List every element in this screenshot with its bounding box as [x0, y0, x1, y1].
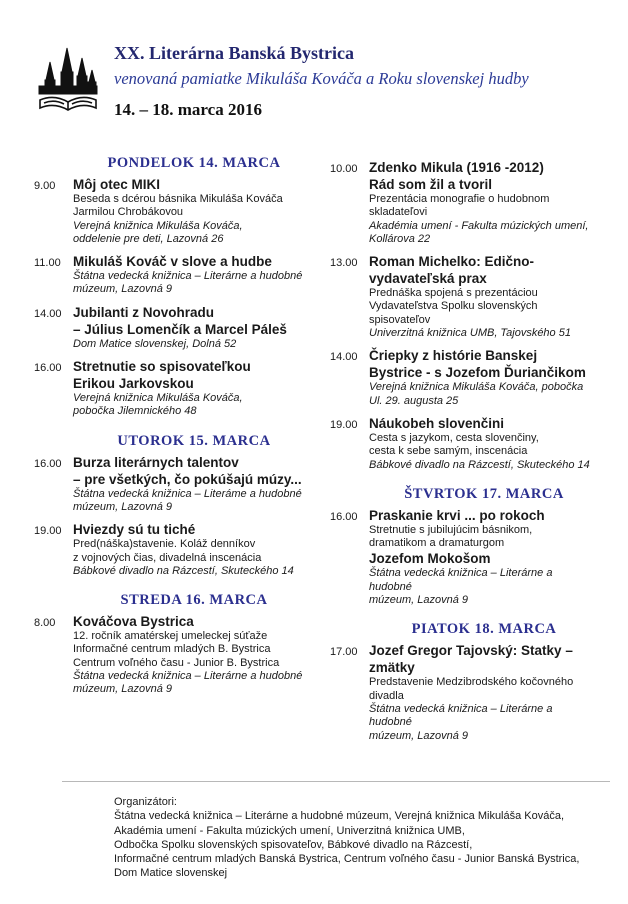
event-body: [369, 415, 598, 472]
event-item: [34, 176, 314, 246]
organizers-section: [114, 795, 614, 881]
event-time: 9.00: [34, 180, 56, 192]
event-title: Náukobeh slovenčini: [369, 415, 505, 431]
day-section: [330, 159, 598, 472]
event-time: 13.00: [330, 257, 358, 270]
event-detail: múzeum, Lazovná 9: [369, 594, 469, 607]
organizer-line: Odbočka Spolku slovenských spisovateľov, Bábkové divadlo na Rázcestí,: [114, 838, 473, 851]
event-detail: múzeum, Lazovná 9: [73, 683, 173, 696]
event-detail: 12. ročník amatérskej umeleckej súťaže: [73, 630, 268, 643]
organizer-line: Štátna vedecká knižnica – Literárne a hudobné múzeum, Verejná knižnica Mikuláša Kováča,: [114, 810, 565, 823]
event-body: [369, 642, 598, 742]
event-item: [34, 253, 314, 297]
event-time: 14.00: [330, 351, 358, 364]
event-body: [73, 613, 314, 696]
event-time: 16.00: [34, 457, 62, 470]
organizer-line: Akadémia umení - Fakulta múzických umení, Univerzitná knižnica UMB,: [114, 824, 465, 837]
festival-dates: 14. – 18. marca 2016: [114, 100, 262, 119]
event-body: [73, 521, 314, 578]
event-body: [73, 176, 314, 246]
event-body: [73, 454, 314, 515]
event-title: Stretnutie so spisovateľkou: [73, 359, 251, 375]
event-body: [369, 347, 598, 408]
page-title: XX. Literárna Banská Bystrica: [114, 43, 354, 63]
day-heading: PIATOK 18. MARCA: [411, 621, 557, 638]
event-detail: divadla: [369, 689, 404, 702]
event-body: [73, 253, 314, 297]
event-title: Praskanie krvi ... po rokoch: [369, 507, 545, 523]
event-detail: Prezentácia monografie o hudobnom: [369, 193, 550, 205]
event-detail: múzeum, Lazovná 9: [369, 729, 469, 742]
day-heading: UTOROK 15. MARCA: [117, 432, 271, 449]
event-detail: Kollárova 22: [369, 232, 431, 245]
event-detail: Centrum voľného času - Junior B. Bystrica: [73, 656, 280, 669]
event-title: Erikou Jarkovskou: [73, 376, 194, 392]
right-column: [330, 155, 598, 743]
event-title: Rád som žil a tvoril: [369, 177, 493, 192]
event-time: 16.00: [330, 510, 358, 523]
event-body: [73, 304, 314, 351]
event-title: Hviezdy sú tu tiché: [73, 522, 196, 538]
event-time: 19.00: [34, 525, 62, 538]
organizer-line: Dom Matice slovenskej: [114, 867, 228, 880]
event-detail: Štátna vedecká knižnica – Literárne a hudobné: [369, 702, 553, 729]
page-subtitle: venovaná pamiatke Mikuláša Kováča a Roku slovenskej hudby: [114, 69, 529, 88]
event-title: zmätky: [369, 660, 415, 676]
event-detail: Bábkové divadlo na Rázcestí, Skuteckého 14: [369, 458, 590, 471]
event-detail: Verejná knižnica Mikuláša Kováča, pobočka: [369, 381, 584, 394]
event-title: Môj otec MIKI: [73, 177, 160, 192]
event-title: vydavateľská prax: [369, 271, 487, 287]
event-detail: Prednáška spojená s prezentáciou: [369, 287, 538, 300]
left-column: [34, 155, 314, 697]
divider: [62, 781, 610, 782]
event-time: 10.00: [330, 163, 358, 175]
event-detail: Beseda s dcérou básnika Mikuláša Kováča: [73, 193, 283, 205]
event-time: 19.00: [330, 418, 358, 431]
event-title: Burza literárnych talentov: [73, 454, 239, 470]
event-title: Jozef Gregor Tajovský: Statky –: [369, 643, 573, 659]
event-time: 17.00: [330, 646, 358, 659]
event-detail: skladateľovi: [369, 206, 428, 219]
event-title: Čriepky z histórie Banskej: [369, 348, 538, 364]
event-item: [34, 304, 314, 351]
event-item: [330, 347, 598, 408]
event-detail: Pred(náška)stavenie. Koláž denníkov: [73, 538, 256, 551]
event-title: Jubilanti z Novohradu: [73, 304, 215, 320]
day-heading: PONDELOK 14. MARCA: [107, 155, 281, 171]
event-time: 16.00: [34, 362, 62, 375]
event-detail: Jarmilou Chrobákovou: [73, 206, 184, 219]
event-detail: múzeum, Lazovná 9: [73, 500, 173, 513]
day-section: [34, 433, 314, 578]
event-item: [34, 521, 314, 578]
event-item: [34, 613, 314, 696]
event-detail: Štátna vedecká knižnica – Literárne a hudobné: [73, 270, 303, 283]
event-body: [369, 159, 598, 246]
event-detail: Štátna vedecká knižnica – Literárne a hudobné: [73, 670, 303, 683]
event-title: – pre všetkých, čo pokúšajú múzy...: [73, 471, 302, 487]
event-item: [330, 415, 598, 472]
event-item: [34, 358, 314, 419]
event-item: [330, 642, 598, 742]
event-detail: Štátna vedecká knižnica – Literárne a hudobné: [369, 567, 553, 593]
event-item: [330, 507, 598, 607]
event-detail: Vydavateľstva Spolku slovenských spisovateľov: [369, 300, 538, 326]
event-time: 11.00: [34, 257, 61, 270]
event-title: – Július Lomenčík a Marcel Páleš: [73, 321, 287, 337]
day-heading: STREDA 16. MARCA: [120, 592, 268, 609]
event-detail: múzeum, Lazovná 9: [73, 283, 173, 296]
event-detail: z vojnových čias, divadelná inscenácia: [73, 551, 262, 564]
event-item: [330, 253, 598, 340]
event-time: 14.00: [34, 307, 62, 320]
organizer-line: Informačné centrum mladých Banská Bystrica, Centrum voľného času - Junior Banská Bystrica,: [114, 853, 580, 866]
event-title: Zdenko Mikula (1916 -2012): [369, 160, 544, 175]
event-detail: Bábkové divadlo na Rázcestí, Skuteckého 14: [73, 564, 294, 577]
event-body: [73, 358, 314, 419]
event-detail: Verejná knižnica Mikuláša Kováča,: [73, 219, 243, 232]
event-detail: Cesta s jazykom, cesta slovenčiny,: [369, 431, 539, 444]
event-detail: pobočka Jilemnického 48: [73, 405, 197, 418]
day-heading: ŠTVRTOK 17. MARCA: [404, 485, 564, 502]
event-title: Jozefom Mokošom: [369, 551, 491, 567]
event-item: [34, 454, 314, 515]
event-title: Mikuláš Kováč v slove a hudbe: [73, 254, 272, 270]
event-time: 8.00: [34, 617, 56, 630]
event-detail: Verejná knižnica Mikuláša Kováča,: [73, 392, 243, 405]
organizers-heading: Organizátori:: [114, 796, 177, 808]
event-title: Roman Michelko: Edično-: [369, 254, 535, 270]
day-section: [34, 155, 314, 419]
event-detail: dramatikom a dramaturgom: [369, 537, 505, 550]
event-body: [369, 507, 598, 607]
event-detail: Univerzitná knižnica UMB, Tajovského 51: [369, 327, 571, 340]
event-detail: Ul. 29. augusta 25: [369, 394, 459, 407]
event-detail: Štátna vedecká knižnica – Literáme a hudobné: [73, 487, 302, 500]
event-detail: Informačné centrum mladých B. Bystrica: [73, 643, 271, 656]
event-detail: Predstavenie Medzibrodského kočovného: [369, 676, 574, 689]
day-section: [34, 592, 314, 696]
event-title: Kováčova Bystrica: [73, 614, 194, 630]
day-section: [330, 621, 598, 742]
event-title: Bystrice - s Jozefom Ďuriančikom: [369, 365, 586, 381]
event-detail: cesta k sebe samým, inscenácia: [369, 445, 528, 458]
event-body: [369, 253, 598, 340]
day-section: [330, 486, 598, 607]
event-detail: oddelenie pre deti, Lazovná 26: [73, 232, 224, 245]
event-item: [330, 159, 598, 246]
city-skyline-book-logo: [34, 42, 104, 114]
event-detail: Dom Matice slovenskej, Dolná 52: [73, 337, 237, 350]
event-detail: Akadémia umení - Fakulta múzických umení,: [369, 219, 589, 232]
event-detail: Stretnutie s jubilujúcim básnikom,: [369, 523, 533, 536]
